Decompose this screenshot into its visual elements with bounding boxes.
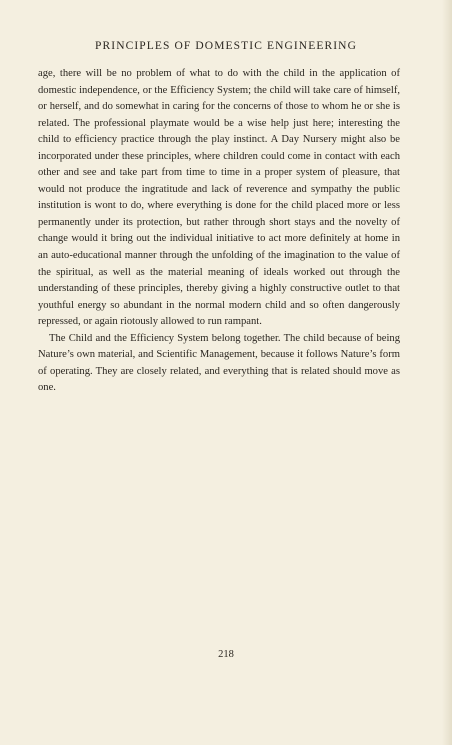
paragraph-continuation: age, there will be no problem of what to do with the child in the application of domestic independence, or the Efficiency System; the child will take care of himself, or herself, and do somewhat in caring for the concerns of those to whom he or she is related. The professional playmate would be a wise help just here; interesting the child to efficiency practice through the play instinct. A Day Nursery might also be incorporated under these principles, where children could come in contact with each other and see and take part from time to time in a proper system of pleasure, that would not produce the ingratitude and lack of reverence and sympathy the public institution is wont to do, where everything is done for the child placed more or less permanently under its protection, but rather through short stays and the novelty of change would it bring out the individual initiative to act more definitely at home in an auto-educational manner through the unfolding of the imagination to the value of the spiritual, as well as the material meaning of ideals worked out through the understanding of these principles, thereby giving a highly constructive outlet to that youthful energy so abundant in the normal modern child and so often dangerously repressed, or again riotously allowed to run rampant.	[38, 68, 400, 328]
paragraph-child-efficiency: The Child and the Efficiency System belong together. The child because of being Nature’s own material, and Scientific Management, because it follows Nature’s form of operating. They are closely related, and everything that is related should move as one.	[38, 332, 400, 394]
page-edge-shadow	[442, 0, 452, 745]
body-text	[38, 66, 400, 397]
running-head: PRINCIPLES OF DOMESTIC ENGINEERING	[95, 40, 357, 52]
page-number: 218	[218, 649, 234, 660]
